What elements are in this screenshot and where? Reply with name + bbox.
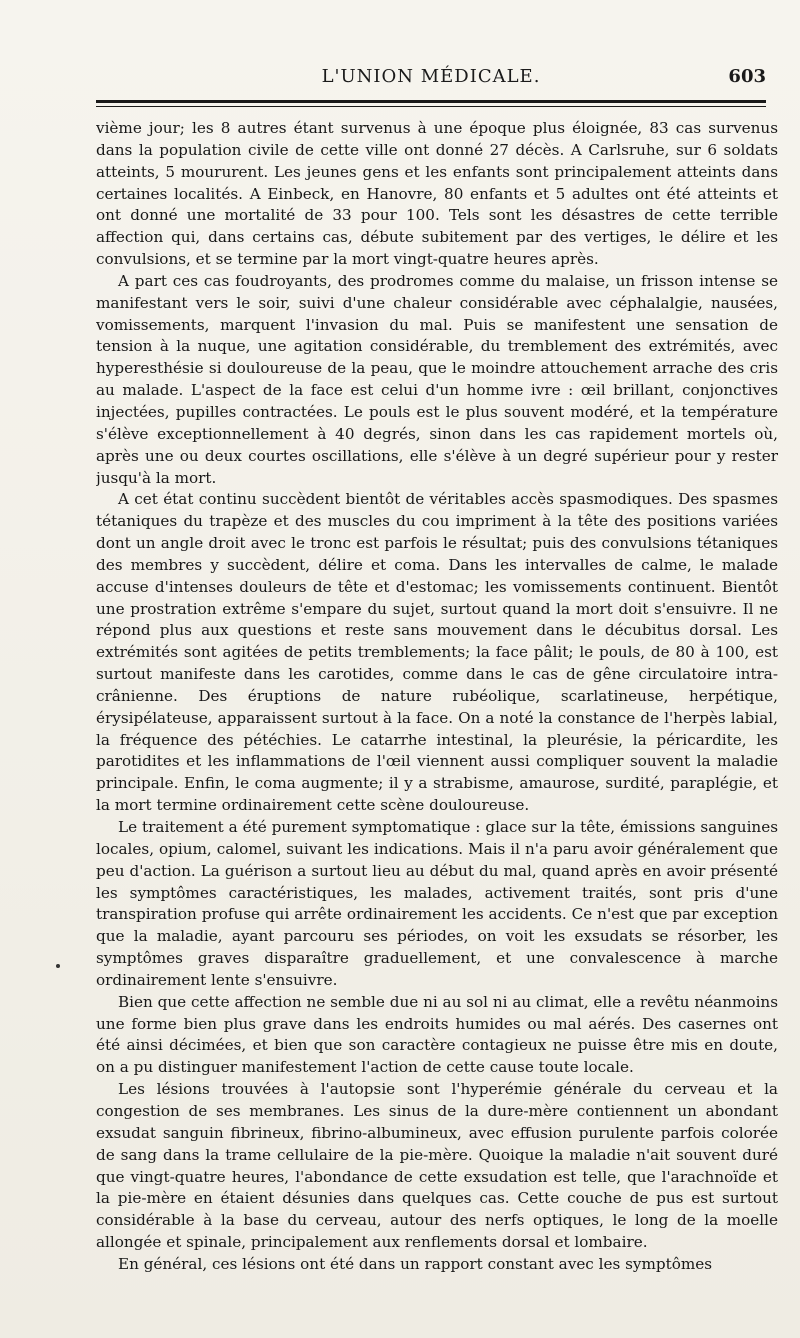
page-header	[96, 66, 766, 96]
paragraph-5: Bien que cette affection ne semble due ni au sol ni au climat, elle a revêtu néanmoins une forme bien plus grave dans les endroits humides ou mal aérés. Des casernes ont été ainsi décimées, et bien que son caractère contagieux ne puisse être mis en doute, on a pu distinguer manifestement l'action de cette cause toute locale.	[96, 992, 778, 1077]
paragraph-4: Le traitement a été purement symptomatique : glace sur la tête, émissions sanguines locales, opium, calomel, suivant les indications. Mais il n'a paru avoir généralement que peu d'action. La guérison a surtout lieu au début du mal, quand après en avoir présenté les symptômes caractéristiques, les malades, activement traités, sont pris d'une transpiration profuse qui arrête ordinairement les accidents. Ce n'est que par exception que la maladie, ayant parcouru ses périodes, on voit les exsudats se résorber, les symptômes graves disparaître graduellement, et une convalescence à marche ordinairement lente s'ensuivre.	[96, 818, 778, 989]
paragraph-6: Les lésions trouvées à l'autopsie sont l'hyperémie générale du cerveau et la congestion de ses membranes. Les sinus de la dure-mère contiennent un abondant exsudat sanguin fibrineux, fibrino-albumineux, avec effusion purulente parfois colorée de sang dans la trame cellulaire de la pie-mère. Quoique la maladie n'ait souvent duré que vingt-quatre heures, l'abondance de cette exsudation est telle, que l'arachnoïde et la pie-mère en étaient désunies dans quelques cas. Cette couche de pus est surtout considérable à la base du cerveau, autour des nerfs optiques, le long de la moelle allongée et spinale, principalement aux renflements dorsal et lombaire.	[96, 1080, 778, 1252]
page-number: 603	[728, 66, 766, 87]
paragraph-3: A cet état continu succèdent bientôt de véritables accès spasmodiques. Des spasmes tétaniques du trapèze et des muscles du cou impriment à la tête des positions variées dont un angle droit avec le tronc est parfois le résultat; puis des convulsions tétaniques des membres y succèdent, délire et coma. Dans les intervalles de calme, le malade accuse d'intenses douleurs de tête et d'estomac; les vomissements continuent. Bientôt une prostration extrême s'empare du sujet, surtout quand la mort doit s'ensuivre. Il ne répond plus aux questions et reste sans mouvement dans le décubitus dorsal. Les extrémités sont agitées de petits tremblements; la face pâlit; le pouls, de 80 à 100, est surtout manifeste dans les carotides, comme dans le cas de gêne circulatoire intra-crânienne. Des éruptions de nature rubéolique, scarlatineuse, herpétique, érysipélateuse, apparaissent surtout à la face. On a noté la constance de l'herpès labial, la fréquence des pétéchies. Le catarrhe intestinal, la pleurésie, la péricardite, les parotidites et les inflammations de l'œil viennent aussi compliquer souvent la maladie principale. Enfin, le coma augmente; il y a strabisme, amaurose, surdité, paraplégie, et la mort termine ordinairement cette scène douloureuse.	[96, 490, 778, 815]
header-rule-thick	[96, 100, 766, 103]
paragraph-7: En général, ces lésions ont été dans un rapport constant avec les symptômes	[118, 1254, 713, 1273]
margin-dot	[56, 964, 60, 968]
running-title: L'UNION MÉDICALE.	[321, 66, 541, 87]
paragraph-2: A part ces cas foudroyants, des prodromes comme du malaise, un frisson intense se manifestant vers le soir, suivi d'une chaleur considérable avec céphalalgie, nausées, vomissements, marquent l'invasion du mal. Puis se manifestent une sensation de tension à la nuque, une agitation considérable, du tremblement des extrémités, avec hyperesthésie si douloureuse de la peau, que le moindre attouchement arrache des cris au malade. L'aspect de la face est celui d'un homme ivre : œil brillant, conjonctives injectées, pupilles contractées. Le pouls est le plus souvent modéré, et la température s'élève exceptionnellement à 40 degrés, sinon dans les cas rapidement mortels où, après une ou deux courtes oscillations, elle s'élève à un degré supérieur pour y rester jusqu'à la mort.	[96, 271, 778, 487]
article-body	[96, 118, 778, 1318]
header-rule-thin	[96, 106, 766, 107]
paragraph-1: vième jour; les 8 autres étant survenus à une époque plus éloignée, 83 cas survenus dans la population civile de cette ville ont donné 27 décès. A Carlsruhe, sur 6 soldats atteints, 5 moururent. Les jeunes gens et les enfants sont principalement atteints dans certaines localités. A Einbeck, en Hanovre, 80 enfants et 5 adultes ont été atteints et ont donné une mortalité de 33 pour 100. Tels sont les désastres de cette terrible affection qui, dans certains cas, débute subitement par des vertiges, le délire et les convulsions, et se termine par la mort vingt-quatre heures après.	[96, 119, 778, 269]
